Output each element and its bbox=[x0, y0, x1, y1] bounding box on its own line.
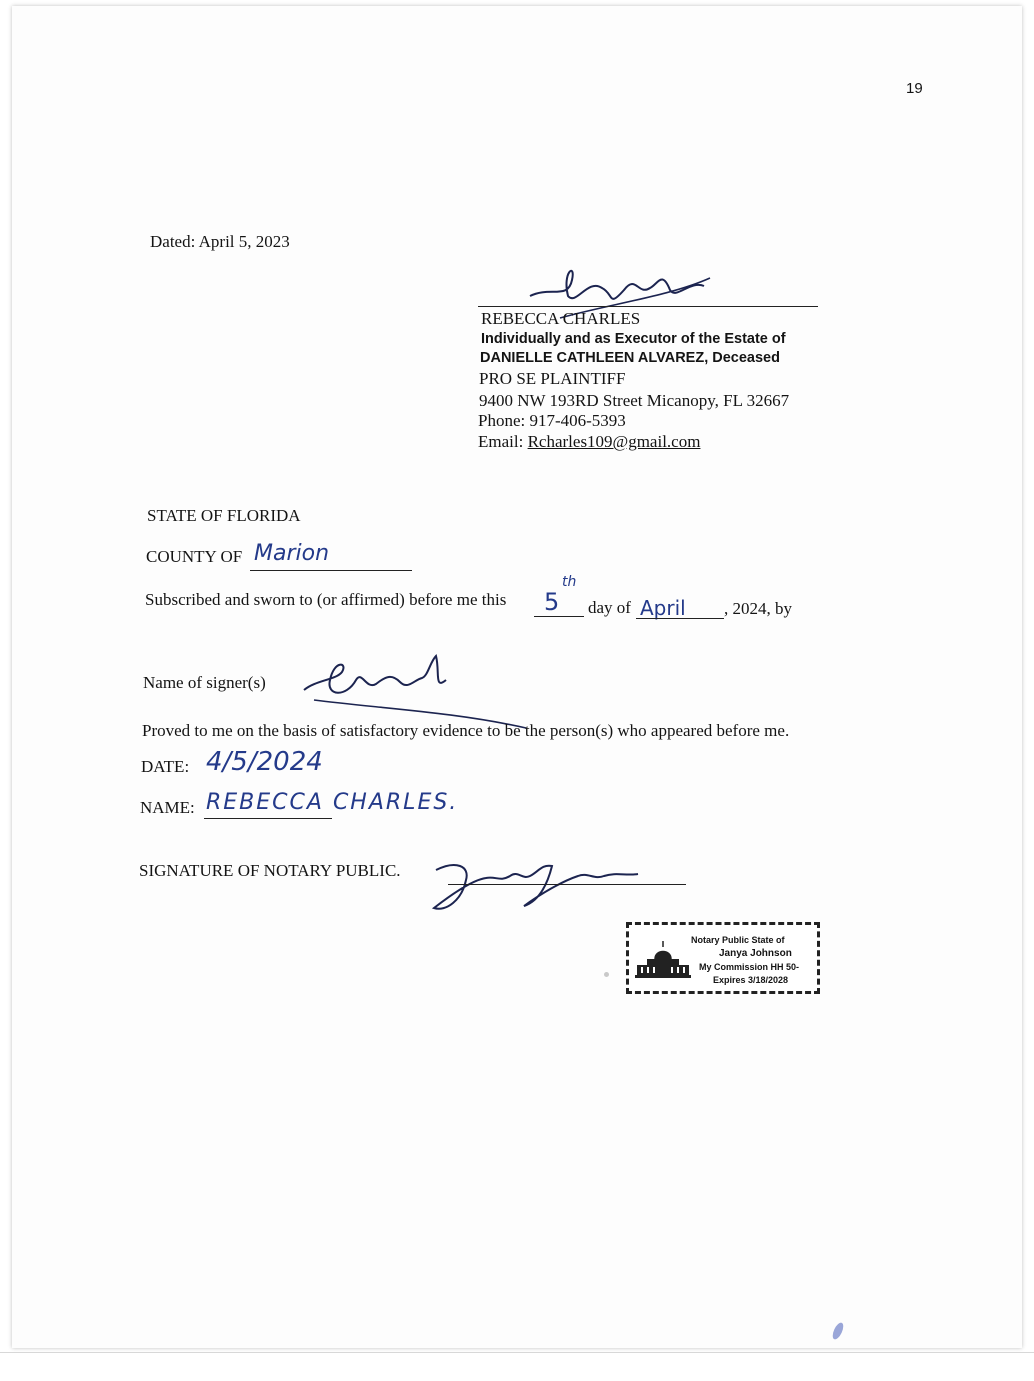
county-blank-line bbox=[250, 570, 412, 571]
scan-speck bbox=[604, 972, 609, 977]
plaintiff-capacity-line-1: Individually and as Executor of the Estate of bbox=[481, 331, 786, 347]
subscribed-text: Subscribed and sworn to (or affirmed) before me this bbox=[145, 590, 507, 609]
year-text: , 2024, by bbox=[724, 599, 792, 618]
plaintiff-name: REBECCA CHARLES bbox=[481, 309, 641, 328]
stamp-line-2: Janya Johnson bbox=[719, 948, 792, 959]
plaintiff-capacity-line-2: DANIELLE CATHLEEN ALVAREZ, Deceased bbox=[480, 350, 780, 366]
stamp-line-3: My Commission HH 50- bbox=[699, 962, 800, 972]
notary-stamp bbox=[626, 922, 820, 994]
page-number: 19 bbox=[906, 80, 923, 97]
county-label: COUNTY OF bbox=[146, 547, 243, 566]
notary-signature-line bbox=[448, 884, 686, 885]
notary-signature bbox=[426, 850, 666, 920]
signer-signature bbox=[296, 650, 536, 730]
day-value: 5 bbox=[544, 588, 560, 616]
proved-text: Proved to me on the basis of satisfactory evidence to be the person(s) who appeared before me. bbox=[142, 721, 790, 740]
day-blank-line bbox=[534, 616, 584, 617]
page-bottom-strip bbox=[0, 1352, 1034, 1381]
plaintiff-role: PRO SE PLAINTIFF bbox=[479, 369, 626, 388]
day-suffix: th bbox=[562, 574, 577, 590]
plaintiff-signature-line bbox=[478, 306, 818, 307]
notary-signature-label: SIGNATURE OF NOTARY PUBLIC. bbox=[139, 861, 401, 880]
name-value: REBECCA CHARLES. bbox=[206, 790, 459, 815]
month-value: April bbox=[640, 596, 686, 620]
notary-state: STATE OF FLORIDA bbox=[147, 506, 301, 525]
day-of-label: day of bbox=[588, 598, 631, 617]
dated-line: Dated: April 5, 2023 bbox=[150, 232, 290, 251]
signer-label: Name of signer(s) bbox=[143, 673, 266, 692]
date-label: DATE: bbox=[141, 757, 190, 776]
plaintiff-email-row bbox=[478, 432, 700, 452]
date-value: 4/5/2024 bbox=[206, 747, 323, 777]
month-blank-line bbox=[636, 618, 724, 619]
capitol-building-icon bbox=[633, 937, 693, 981]
plaintiff-address: 9400 NW 193RD Street Micanopy, FL 32667 bbox=[479, 391, 790, 410]
name-blank-line bbox=[204, 818, 332, 819]
email-label: Email: bbox=[478, 432, 524, 451]
stamp-line-4: Expires 3/18/2028 bbox=[713, 975, 789, 985]
county-value: Marion bbox=[254, 541, 330, 566]
name-label: NAME: bbox=[140, 798, 195, 817]
email-link[interactable]: Rcharles109@gmail.com bbox=[527, 432, 701, 451]
plaintiff-phone: Phone: 917-406-5393 bbox=[478, 411, 626, 430]
stamp-line-1: Notary Public State of bbox=[691, 935, 785, 945]
